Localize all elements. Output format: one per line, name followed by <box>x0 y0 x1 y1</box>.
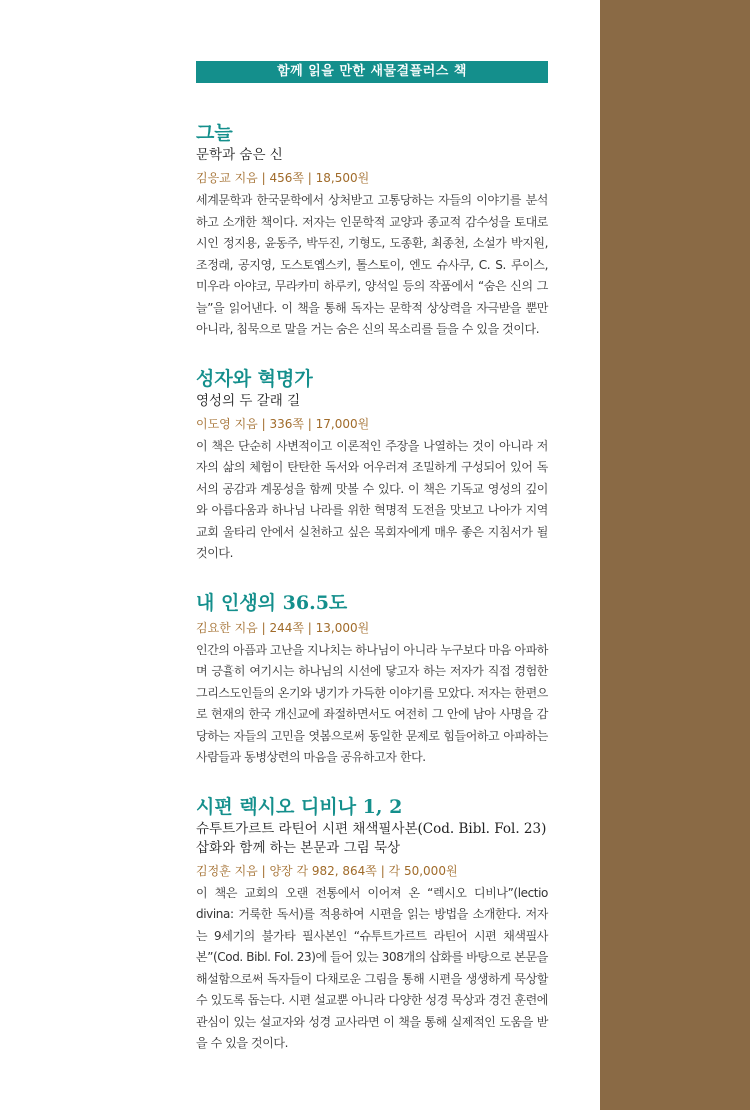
book-list-page <box>196 61 548 1067</box>
book-entry <box>196 121 548 341</box>
book-description: 이 책은 단순히 사변적이고 이론적인 주장을 나열하는 것이 아니라 저자의 삶의 체험이 탄탄한 독서와 어우러져 조밀하게 구성되어 있어 독서의 공감과 계몽성을 함께 맛볼 수 있다. 이 책은 기독교 영성의 깊이와 아름다움과 하나님 나라를 위한 혁명적 도전을 맛보고 나아가 지역 교회 울타리 안에서 실천하고 싶은 목회자에게 매우 좋은 지침서가 될 것이다. <box>196 438 548 560</box>
book-description: 이 책은 교회의 오랜 전통에서 이어져 온 “렉시오 디비나”(lectio divina: 거룩한 독서)를 적용하여 시편을 읽는 방법을 소개한다. 저자는 9세기의 불가타 필사본인 “슈투트가르트 라틴어 시편 채색필사본”(Cod. Bibl. Fol. 23)에 들어 있는 308개의 삽화를 바탕으로 본문을 해설함으로써 독자들이 다채로운 그림을 통해 시편을 생생하게 묵상할 수 있도록 돕는다. 시편 설교뿐 아니라 다양한 성경 묵상과 경건 훈련에 관심이 있는 설교자와 성경 교사라면 이 책을 통해 실제적인 도움을 받을 수 있을 것이다. <box>196 885 548 1050</box>
book-description: 인간의 아픔과 고난을 지나치는 하나님이 아니라 누구보다 마음 아파하며 긍휼히 여기시는 하나님의 시선에 닿고자 하는 저자가 직접 경험한 그리스도인들의 온기와 냉기가 가득한 이야기를 모았다. 저자는 한편으로 현재의 한국 개신교에 좌절하면서도 여전히 그 안에 남아 사명을 감당하는 자들의 고민을 엿봄으로써 동일한 문제로 힘들어하고 아파하는 사람들과 동병상련의 마음을 공유하고자 한다. <box>196 642 548 764</box>
book-subtitle: 문학과 숨은 신 <box>196 147 283 163</box>
book-meta: 김요한 지음 | 244쪽 | 13,000원 <box>196 620 370 635</box>
book-meta: 김응교 지음 | 456쪽 | 18,500원 <box>196 171 370 185</box>
book-entry <box>196 795 548 1055</box>
side-color-bar <box>600 0 750 1110</box>
book-title: 그늘 <box>196 122 233 144</box>
book-description: 세계문학과 한국문학에서 상처받고 고통당하는 자들의 이야기를 분석하고 소개한 책이다. 저자는 인문학적 교양과 종교적 감수성을 토대로 시인 정지용, 윤동주, 박두진, 기형도, 도종환, 최종천, 소설가 박지원, 조정래, 공지영, 도스토옙스키, 톨스토이, 엔도 슈사쿠, C. S. 루이스, 미우라 아야코, 무라카미 하루키, 양석일 등의 작품에서 “숨은 신의 그늘”을 읽어낸다. 이 책을 통해 독자는 문학적 상상력을 자극받을 뿐만 아니라, 침묵으로 말을 거는 숨은 신의 목소리를 들을 수 있을 것이다. <box>196 193 548 336</box>
book-meta: 김정훈 지음 | 양장 각 982, 864쪽 | 각 50,000원 <box>196 863 458 878</box>
section-banner: 함께 읽을 만한 새물결플러스 책 <box>196 61 548 83</box>
book-meta: 이도영 지음 | 336쪽 | 17,000원 <box>196 416 370 431</box>
book-subtitle: 슈투트가르트 라틴어 시편 채색필사본(Cod. Bibl. Fol. 23) 삽화와 함께 하는 본문과 그림 묵상 <box>196 820 547 856</box>
book-title: 시편 렉시오 디비나 1, 2 <box>196 795 403 818</box>
book-entry <box>196 367 548 565</box>
book-title: 성자와 혁명가 <box>196 367 313 390</box>
book-subtitle: 영성의 두 갈래 길 <box>196 392 301 409</box>
book-entry <box>196 591 548 769</box>
book-title: 내 인생의 36.5도 <box>196 591 348 614</box>
